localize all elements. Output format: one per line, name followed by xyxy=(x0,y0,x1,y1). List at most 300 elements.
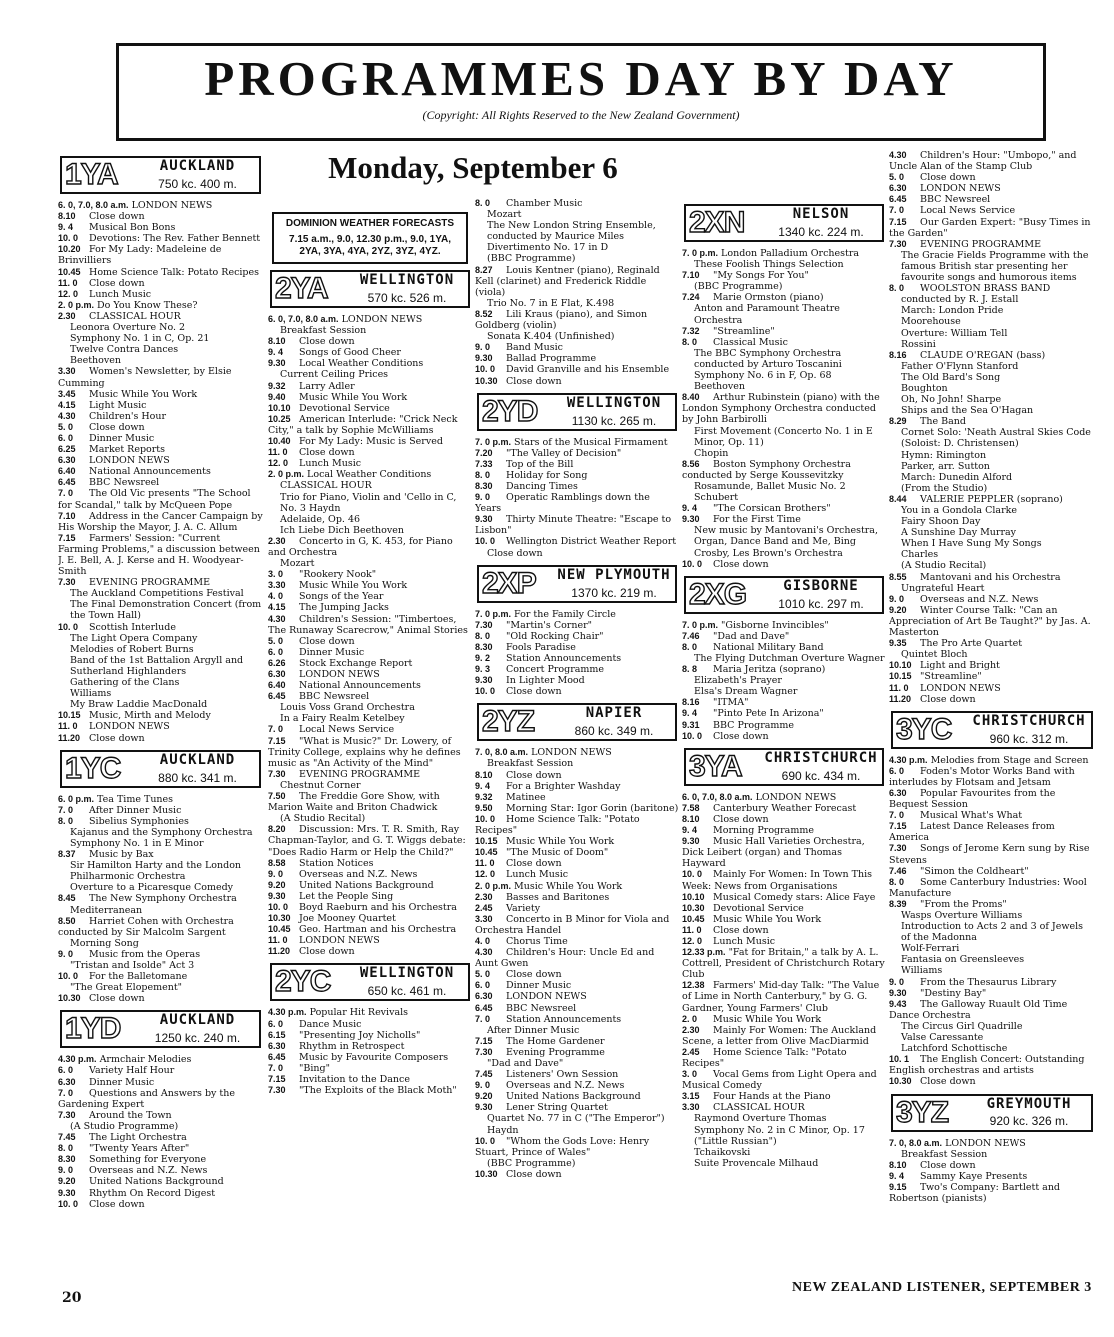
programme-entry xyxy=(58,1121,263,1132)
programme-description: Children's Session: "Timbertoes, The Runaway Scarecrow," Animal Stories xyxy=(268,613,468,636)
programme-entry xyxy=(475,1080,679,1091)
programme-entry xyxy=(889,943,1095,954)
programme-entry xyxy=(268,658,472,669)
programme-time: 9. 4 xyxy=(682,503,698,514)
programme-entry xyxy=(58,688,263,699)
programme-entry xyxy=(58,200,263,211)
programme-time: 9. 2 xyxy=(475,653,491,663)
programme-time: 6.26 xyxy=(268,657,286,668)
programme-time: 3.30 xyxy=(268,580,286,591)
station-call-sign: 2YA xyxy=(275,272,328,305)
programme-time: 3.30 xyxy=(682,1102,700,1113)
programme-entry xyxy=(682,326,886,337)
programme-description: Home Science Talk: "Potato Recipes" xyxy=(475,813,640,837)
programme-time: 10.30 xyxy=(475,1168,498,1179)
programme-description: "The Music of Doom" xyxy=(506,847,609,859)
programme-entry xyxy=(889,205,1095,216)
programme-entry xyxy=(268,403,472,414)
programme-description: Overseas and N.Z. News xyxy=(920,593,1039,605)
programme-description: Concerto in B Minor for Viola and Orchestra Handel xyxy=(475,913,670,936)
programme-description: LONDON NEWS xyxy=(299,669,380,680)
programme-entry xyxy=(475,903,679,914)
programme-entry xyxy=(889,999,1095,1021)
programme-time: 8.39 xyxy=(889,898,907,909)
programme-entry xyxy=(475,220,679,242)
programme-time: 7.50 xyxy=(268,791,286,802)
programme-entry xyxy=(475,869,679,880)
programme-description: Maria Jeritza (soprano) xyxy=(713,664,826,676)
programme-entry xyxy=(475,1069,679,1080)
programme-description: Symphony No. 1 in E Minor xyxy=(70,837,204,849)
programme-description: Dinner Music xyxy=(506,980,572,992)
programme-time: 8.10 xyxy=(889,1159,907,1170)
programme-description: Close down xyxy=(299,447,355,459)
programme-entry xyxy=(475,781,679,792)
programme-time: 4. 0 xyxy=(268,591,284,602)
programme-entry xyxy=(475,309,679,331)
programme-time: 7. 0 xyxy=(475,1013,491,1024)
programme-entry xyxy=(475,1025,679,1036)
programme-time: 7. 0, 8.0 a.m. xyxy=(889,1137,943,1148)
programme-time: 6. 0, 7.0, 8.0 a.m. xyxy=(58,200,129,210)
programme-description: Close down xyxy=(89,277,145,289)
programme-entry xyxy=(682,1113,886,1124)
weather-forecast-title: DOMINION WEATHER FORECASTS xyxy=(285,218,455,229)
programme-time: 10. 0 xyxy=(58,233,79,244)
programme-entry xyxy=(889,755,1095,766)
programme-description: Concerto in G, K. 453, for Piano and Orchestra xyxy=(268,535,453,558)
programme-entry xyxy=(475,892,679,903)
programme-time: 9.30 xyxy=(475,1102,493,1113)
programme-time: 7. 0 xyxy=(268,724,284,735)
programme-description: The Auckland Competitions Festival xyxy=(70,588,244,600)
programme-description: In a Fairy Realm Ketelbey xyxy=(280,713,405,725)
programme-description: Sibelius Symphonies xyxy=(89,815,189,827)
programme-time: 4.15 xyxy=(268,602,286,613)
programme-time: 6.30 xyxy=(889,787,907,798)
programme-time: 8.30 xyxy=(475,480,493,491)
station-city: WELLINGTON xyxy=(359,965,455,982)
programme-description: Wellington District Weather Report xyxy=(506,536,677,548)
weather-forecast-times: 7.15 a.m., 9.0, 12.30 p.m., 9.0, 1YA, 2YA, 3YA, 4YA, 2YZ, 3YZ, 4YZ. xyxy=(289,234,451,257)
programme-time: 7.32 xyxy=(682,325,700,336)
programme-description: (A Studio Recital) xyxy=(280,813,366,825)
programme-description: Close down xyxy=(713,924,769,936)
programme-description: The Band xyxy=(920,416,966,428)
station-city: AUCKLAND xyxy=(159,751,236,768)
programme-description: March: Dunedin Alford xyxy=(901,471,1013,483)
programme-entry xyxy=(58,1077,263,1088)
programme-description: Rhythm in Retrospect xyxy=(299,1040,405,1052)
programme-time: 7. 0 p.m. xyxy=(682,619,719,630)
programme-time: 10.45 xyxy=(475,847,498,858)
programme-entry xyxy=(889,965,1095,976)
station-frequency: 860 kc. 349 m. xyxy=(574,724,654,739)
programme-description: Vocal Gems from Light Opera and Musical Comedy xyxy=(682,1069,877,1092)
programme-time: 9. 0 xyxy=(475,492,491,503)
programme-time: 4.30 xyxy=(58,410,76,421)
programme-entry xyxy=(682,903,886,914)
programme-entry xyxy=(58,300,263,311)
programme-description: "Destiny Bay" xyxy=(920,987,987,999)
programme-time: 9. 0 xyxy=(58,1165,74,1176)
programme-entry xyxy=(58,488,263,510)
programme-entry xyxy=(475,1169,679,1180)
programme-description: After Dinner Music xyxy=(487,1024,580,1036)
programme-entry xyxy=(682,337,886,348)
programme-time: 10. 0 xyxy=(58,1198,79,1209)
programme-entry xyxy=(268,880,472,891)
programme-description: Basses and Baritones xyxy=(506,891,610,903)
programme-description: Our Garden Expert: "Busy Times in the Garden" xyxy=(889,216,1091,239)
station-frequency: 1250 kc. 240 m. xyxy=(154,1031,241,1046)
programme-description: Music by Bax xyxy=(89,849,154,861)
programme-time: 3.15 xyxy=(682,1091,700,1102)
programme-time: 8.10 xyxy=(475,769,493,780)
station-header-iya xyxy=(60,156,261,194)
programme-entry xyxy=(58,960,263,971)
programme-time: 11. 0 xyxy=(889,682,909,693)
programme-time: 4.30 xyxy=(889,150,907,160)
programme-description: (A Studio Recital) xyxy=(901,560,987,572)
programme-time: 7. 0 p.m. xyxy=(475,436,512,447)
programme-entry xyxy=(268,525,472,536)
programme-description: Let the People Sing xyxy=(299,890,394,902)
programme-time: 7.33 xyxy=(475,458,493,469)
programme-time: 7.10 xyxy=(58,510,76,521)
programme-entry xyxy=(889,866,1095,877)
programme-entry xyxy=(889,1182,1095,1204)
programme-time: 9. 4 xyxy=(682,708,698,719)
programme-entry xyxy=(268,1063,472,1074)
programme-description: Trio for Piano, Violin and 'Cello in C, No. 3 Haydn xyxy=(280,491,457,514)
programme-time: 9.20 xyxy=(268,879,286,890)
programme-entry xyxy=(475,1058,679,1069)
programme-description: Music While You Work xyxy=(299,391,408,403)
programme-entry xyxy=(268,946,472,957)
programme-entry xyxy=(58,1132,263,1143)
programme-entry xyxy=(475,936,679,947)
programme-description: "From the Proms" xyxy=(920,898,1007,910)
programme-entry xyxy=(682,1091,886,1102)
programme-entry xyxy=(58,971,263,982)
programme-entry xyxy=(58,622,263,633)
programme-description: Close down xyxy=(920,1159,976,1171)
programme-description: National Announcements xyxy=(89,466,211,478)
station-header-2yd xyxy=(477,393,677,431)
programme-time: 3.30 xyxy=(475,913,493,924)
programme-entry xyxy=(58,411,263,422)
programme-time: 11. 0 xyxy=(58,721,78,732)
station-call-sign: 2XG xyxy=(689,577,747,611)
programme-description: Chamber Music xyxy=(506,198,583,209)
programme-description: Women's Newsletter, by Elsie Cumming xyxy=(58,366,232,389)
programme-entry xyxy=(889,416,1095,427)
programme-time: 10.10 xyxy=(268,402,291,413)
programme-entry xyxy=(475,620,679,631)
programme-entry xyxy=(889,1171,1095,1182)
programme-time: 9.32 xyxy=(268,380,286,391)
programme-description: Variety Half Hour xyxy=(89,1065,175,1077)
programme-time: 6.30 xyxy=(268,669,286,679)
programme-description: Songs of the Year xyxy=(299,591,384,603)
programme-entry xyxy=(268,813,472,824)
programme-entry xyxy=(682,792,886,803)
programme-entry xyxy=(682,459,886,481)
programme-entry xyxy=(268,458,472,469)
programme-entry xyxy=(475,1102,679,1113)
programme-description: Latest Dance Releases from America xyxy=(889,821,1055,844)
programme-description: Arthur Rubinstein (piano) with the London Symphony Orchestra conducted by John Barbirolli xyxy=(682,392,880,426)
programme-description: Close down xyxy=(299,946,355,958)
programme-description: The Final Demonstration Concert (from the Town Hall) xyxy=(70,599,262,622)
programme-entry xyxy=(889,1021,1095,1032)
programme-description: Station Announcements xyxy=(506,653,622,664)
programme-time: 10.15 xyxy=(58,710,81,721)
programme-description: Close down xyxy=(299,336,355,348)
station-header-2xg xyxy=(684,576,884,614)
programme-entry xyxy=(475,242,679,253)
programme-description: After Dinner Music xyxy=(89,804,182,816)
column-1 xyxy=(58,150,263,1285)
station-frequency: 650 kc. 461 m. xyxy=(367,984,447,999)
programme-description: Close down xyxy=(506,858,562,870)
programme-description: Louis Kentner (piano), Reginald Kell (clarinet) and Frederick Riddle (viola) xyxy=(475,264,660,298)
programme-entry xyxy=(475,342,679,353)
programme-time: 7.15 xyxy=(268,1074,286,1084)
programme-description: Farmers' Session: "Current Farming Problems," a discussion between J. E. Bell, A. J. Kerse and H. Woodyear-Smith xyxy=(58,532,260,578)
programme-entry xyxy=(682,381,886,392)
programme-description: Leonora Overture No. 2 xyxy=(70,322,186,334)
programme-time: 10.30 xyxy=(682,902,705,913)
programme-entry xyxy=(889,461,1095,472)
programme-time: 10.25 xyxy=(268,413,291,424)
programme-entry xyxy=(58,1154,263,1165)
programme-description: Close down xyxy=(920,172,976,184)
programme-entry xyxy=(58,733,263,744)
programme-entry xyxy=(475,803,679,814)
programme-description: Geo. Hartman and his Orchestra xyxy=(299,924,457,936)
programme-entry xyxy=(682,731,886,742)
station-city: WELLINGTON xyxy=(359,272,455,288)
programme-time: 8.10 xyxy=(682,813,700,824)
programme-description: Dinner Music xyxy=(89,1076,155,1088)
programme-time: 9. 4 xyxy=(682,825,698,836)
programme-description: "Presenting Joy Nicholls" xyxy=(299,1029,421,1041)
programme-entry xyxy=(268,1052,472,1063)
programme-time: 2.30 xyxy=(58,310,76,321)
programme-description: Stars of the Musical Firmament xyxy=(514,436,668,448)
programme-time: 8.27 xyxy=(475,264,493,275)
programme-description: First Movement (Concerto No. 1 in E Minor, Op. 11) xyxy=(694,425,873,448)
programme-entry xyxy=(475,470,679,481)
programme-entry xyxy=(475,253,679,264)
programme-entry xyxy=(682,836,886,869)
programme-entry xyxy=(682,281,886,292)
programme-time: 12. 0 xyxy=(682,935,703,946)
programme-time: 7.30 xyxy=(58,1109,76,1120)
programme-time: 9.43 xyxy=(889,998,907,1009)
programme-description: "Pinto Pete In Arizona" xyxy=(713,708,824,720)
station-frequency: 920 kc. 326 m. xyxy=(989,1114,1069,1129)
column-5 xyxy=(889,150,1095,1285)
programme-description: Fairy Shoon Day xyxy=(901,516,981,528)
programme-entry xyxy=(58,1054,263,1065)
programme-time: 2. 0 p.m. xyxy=(268,469,305,480)
programme-time: 7.30 xyxy=(889,238,907,249)
programme-description: The Light Opera Company xyxy=(70,632,198,644)
programme-description: Melodies from Stage and Screen xyxy=(930,754,1089,766)
programme-entry xyxy=(682,720,886,731)
programme-description: "The Corsican Brothers" xyxy=(713,503,831,515)
programme-entry xyxy=(268,636,472,647)
station-city: CHRISTCHURCH xyxy=(972,712,1086,729)
programme-entry xyxy=(475,1113,679,1135)
programme-time: 6. 0 xyxy=(268,1018,284,1029)
programme-time: 9.32 xyxy=(475,791,493,802)
programme-description: The Circus Girl Quadrille xyxy=(901,1020,1023,1032)
programme-description: Harriet Cohen with Orchestra conducted by Sir Malcolm Sargent xyxy=(58,915,234,938)
programme-entry xyxy=(889,977,1095,988)
programme-description: From the Thesaurus Library xyxy=(920,976,1057,988)
programme-entry xyxy=(682,481,886,503)
station-frequency: 1370 kc. 219 m. xyxy=(571,585,657,600)
programme-time: 9.30 xyxy=(58,1187,76,1198)
programme-entry xyxy=(58,905,263,916)
programme-entry xyxy=(58,577,263,588)
station-frequency: 570 kc. 526 m. xyxy=(367,290,447,305)
programme-description: United Nations Background xyxy=(506,1091,641,1103)
programme-description: Address in the Cancer Campaign by His Worship the Mayor, J. A. C. Allum xyxy=(58,510,263,533)
programme-time: 7.20 xyxy=(475,447,493,458)
programme-time: 9.31 xyxy=(682,719,700,730)
programme-entry xyxy=(889,560,1095,571)
programme-time: 6. 0 xyxy=(58,1065,74,1076)
programme-time: 8.10 xyxy=(268,336,286,347)
programme-entry xyxy=(889,671,1095,682)
programme-description: Beethoven xyxy=(694,381,745,393)
programme-entry xyxy=(58,400,263,411)
programme-description: Questions and Answers by the Gardening Expert xyxy=(58,1087,235,1110)
programme-description: For the First Time xyxy=(713,514,801,526)
programme-description: Mozart xyxy=(280,558,315,570)
programme-description: Williams xyxy=(901,965,943,977)
programme-entry xyxy=(268,1041,472,1052)
programme-entry xyxy=(889,910,1095,921)
programme-time: 8. 0 xyxy=(58,1143,74,1154)
programme-entry xyxy=(889,766,1095,788)
programme-entry xyxy=(682,653,886,664)
programme-time: 4.30 xyxy=(475,947,493,958)
programme-time: 10.30 xyxy=(58,993,81,1004)
programme-entry xyxy=(889,899,1095,910)
programme-entry xyxy=(682,642,886,653)
programme-time: 2.30 xyxy=(682,1024,700,1035)
programme-description: Band Music xyxy=(506,342,563,354)
programme-entry xyxy=(682,1069,886,1091)
station-city: NAPIER xyxy=(585,705,643,722)
station-header-iyc xyxy=(60,750,261,788)
programme-description: Parker, arr. Sutton xyxy=(901,460,990,472)
programme-entry xyxy=(889,877,1095,899)
programme-time: 4.30 p.m. xyxy=(268,1007,307,1018)
programme-entry xyxy=(682,559,886,570)
station-call-sign: 2YC xyxy=(275,965,331,999)
programme-entry xyxy=(268,514,472,525)
programme-description: Discussion: Mrs. T. R. Smith, Ray Chapman-Taylor, and G. T. Wiggs debate: "Does Radio Harm or Help the Child?" xyxy=(268,824,466,858)
programme-entry xyxy=(268,447,472,458)
programme-entry xyxy=(682,664,886,675)
programme-entry xyxy=(889,494,1095,505)
programme-entry xyxy=(58,477,263,488)
station-frequency: 880 kc. 341 m. xyxy=(158,770,237,785)
programme-entry xyxy=(268,1007,472,1018)
programme-entry xyxy=(268,614,472,636)
programme-entry xyxy=(682,980,886,1013)
programme-description: National Announcements xyxy=(299,680,421,692)
station-call-sign: 1YD xyxy=(65,1012,121,1046)
programme-entry xyxy=(58,278,263,289)
programme-entry xyxy=(268,1085,472,1096)
programme-description: Melodies of Robert Burns xyxy=(70,643,194,655)
programme-description: CLAUDE O'REGAN (bass) xyxy=(920,349,1046,361)
programme-entry xyxy=(58,588,263,599)
programme-time: 8.16 xyxy=(682,697,700,708)
programme-entry xyxy=(475,980,679,991)
programme-entry xyxy=(889,250,1095,283)
programme-entry xyxy=(682,248,886,259)
programme-time: 6. 0 xyxy=(889,765,905,776)
programme-entry xyxy=(682,708,886,719)
programme-description: Boston Symphony Orchestra conducted by Serge Koussevitzky xyxy=(682,458,851,481)
programme-time: 8. 0 xyxy=(475,630,491,641)
programme-time: 10. 0 xyxy=(58,621,79,632)
programme-time: 10.45 xyxy=(682,913,705,924)
programme-time: 6.30 xyxy=(889,183,907,194)
programme-description: Overture: William Tell xyxy=(901,327,1008,339)
programme-entry xyxy=(268,1030,472,1041)
programme-entry xyxy=(58,222,263,233)
programme-entry xyxy=(58,949,263,960)
programme-entry xyxy=(268,414,472,436)
programme-time: 12. 0 xyxy=(58,288,79,299)
programme-description: Home Science Talk: "Potato Recipes" xyxy=(682,1046,847,1069)
programme-time: 4.15 xyxy=(58,399,76,410)
programme-entry xyxy=(682,947,886,980)
programme-entry xyxy=(475,548,679,559)
programme-time: 9. 4 xyxy=(58,222,74,233)
programme-time: 5. 0 xyxy=(268,635,284,646)
programme-entry xyxy=(889,394,1095,405)
programme-time: 8.52 xyxy=(475,308,493,319)
programme-time: 10. 0 xyxy=(58,971,79,982)
programme-description: "Martin's Corner" xyxy=(506,619,592,631)
programme-description: Close down xyxy=(506,686,562,698)
programme-description: Top of the Bill xyxy=(506,458,574,470)
station-call-sign: 3YZ xyxy=(896,1095,949,1129)
programme-time: 8.58 xyxy=(268,857,286,868)
programme-time: 7.15 xyxy=(268,735,286,746)
programme-description: Mainly For Women: In Town This Week: News from Organisations xyxy=(682,869,873,892)
programme-entry xyxy=(682,259,886,270)
programme-time: 12. 0 xyxy=(268,458,289,469)
programme-time: 6.45 xyxy=(58,477,76,488)
programme-entry xyxy=(268,536,472,558)
programme-description: "My Songs For You" xyxy=(713,270,809,282)
programme-entry xyxy=(475,437,679,448)
programme-description: Light and Bright xyxy=(920,660,1000,672)
programme-description: Louis Voss Grand Orchestra xyxy=(280,702,415,714)
